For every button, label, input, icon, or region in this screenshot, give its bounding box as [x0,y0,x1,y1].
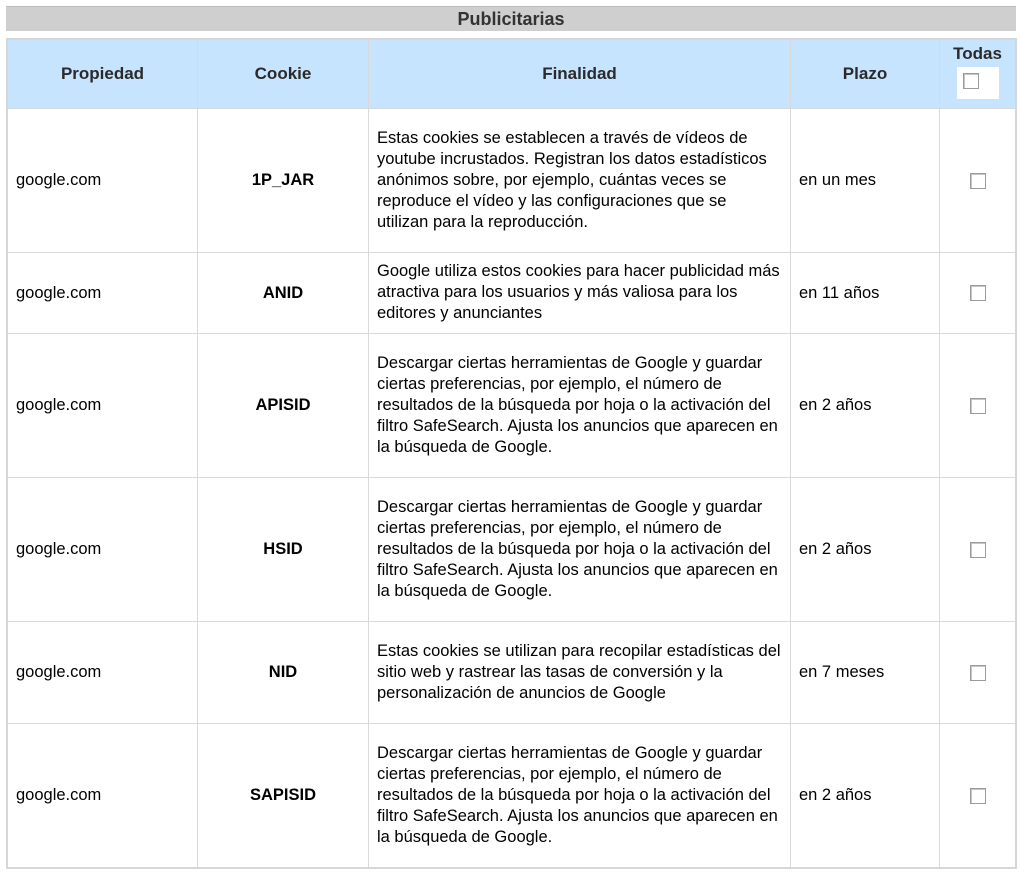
select-all-wrapper [957,67,999,99]
table-row [8,108,1015,252]
cookie-table [6,38,1017,869]
select-all-checkbox[interactable] [963,73,979,89]
cell-plazo: en 2 años [791,723,940,867]
section-title: Publicitarias [6,6,1016,31]
cell-plazo: en un mes [791,108,940,252]
header-finalidad: Finalidad [369,40,791,108]
table-row [8,477,1015,621]
cell-select [940,621,1015,723]
cell-finalidad: Descargar ciertas herramientas de Google y guardar ciertas preferencias, por ejemplo, el número de resultados de la búsqueda por hoja o la activación del filtro SafeSearch. Ajusta los anuncios que aparecen en la búsqueda de Google. [369,723,791,867]
cell-cookie: HSID [198,477,369,621]
cell-cookie: APISID [198,333,369,477]
row-checkbox[interactable] [970,542,986,558]
cell-finalidad: Estas cookies se utilizan para recopilar estadísticas del sitio web y rastrear las tasas de conversión y la personalización de anuncios de Google [369,621,791,723]
cell-propiedad: google.com [8,621,198,723]
cell-select [940,333,1015,477]
cell-plazo: en 2 años [791,477,940,621]
header-todas [940,40,1015,108]
cell-finalidad: Google utiliza estos cookies para hacer publicidad más atractiva para los usuarios y más valiosa para los editores y anunciantes [369,252,791,333]
table-row [8,252,1015,333]
cell-cookie: SAPISID [198,723,369,867]
cell-cookie: ANID [198,252,369,333]
row-checkbox[interactable] [970,788,986,804]
cell-finalidad: Estas cookies se establecen a través de vídeos de youtube incrustados. Registran los datos estadísticos anónimos sobre, por ejemplo, cuántas veces se reproduce el vídeo y las configuraciones que se utilizan para la reproducción. [369,108,791,252]
cell-propiedad: google.com [8,333,198,477]
cell-plazo: en 7 meses [791,621,940,723]
cell-propiedad: google.com [8,108,198,252]
table-row [8,723,1015,867]
cell-select [940,723,1015,867]
table-row [8,621,1015,723]
cell-propiedad: google.com [8,723,198,867]
row-checkbox[interactable] [970,665,986,681]
cell-finalidad: Descargar ciertas herramientas de Google y guardar ciertas preferencias, por ejemplo, el número de resultados de la búsqueda por hoja o la activación del filtro SafeSearch. Ajusta los anuncios que aparecen en la búsqueda de Google. [369,477,791,621]
cell-propiedad: google.com [8,252,198,333]
table-row [8,333,1015,477]
header-cookie: Cookie [198,40,369,108]
cell-select [940,108,1015,252]
header-plazo: Plazo [791,40,940,108]
cell-cookie: NID [198,621,369,723]
cell-select [940,477,1015,621]
header-propiedad: Propiedad [8,40,198,108]
cookie-table-container [6,38,1017,869]
cell-select [940,252,1015,333]
cell-plazo: en 2 años [791,333,940,477]
row-checkbox[interactable] [970,285,986,301]
cell-finalidad: Descargar ciertas herramientas de Google y guardar ciertas preferencias, por ejemplo, el número de resultados de la búsqueda por hoja o la activación del filtro SafeSearch. Ajusta los anuncios que aparecen en la búsqueda de Google. [369,333,791,477]
cell-propiedad: google.com [8,477,198,621]
row-checkbox[interactable] [970,173,986,189]
row-checkbox[interactable] [970,398,986,414]
cell-plazo: en 11 años [791,252,940,333]
todas-label: Todas [953,43,1002,63]
table-header-row [8,40,1015,108]
cell-cookie: 1P_JAR [198,108,369,252]
